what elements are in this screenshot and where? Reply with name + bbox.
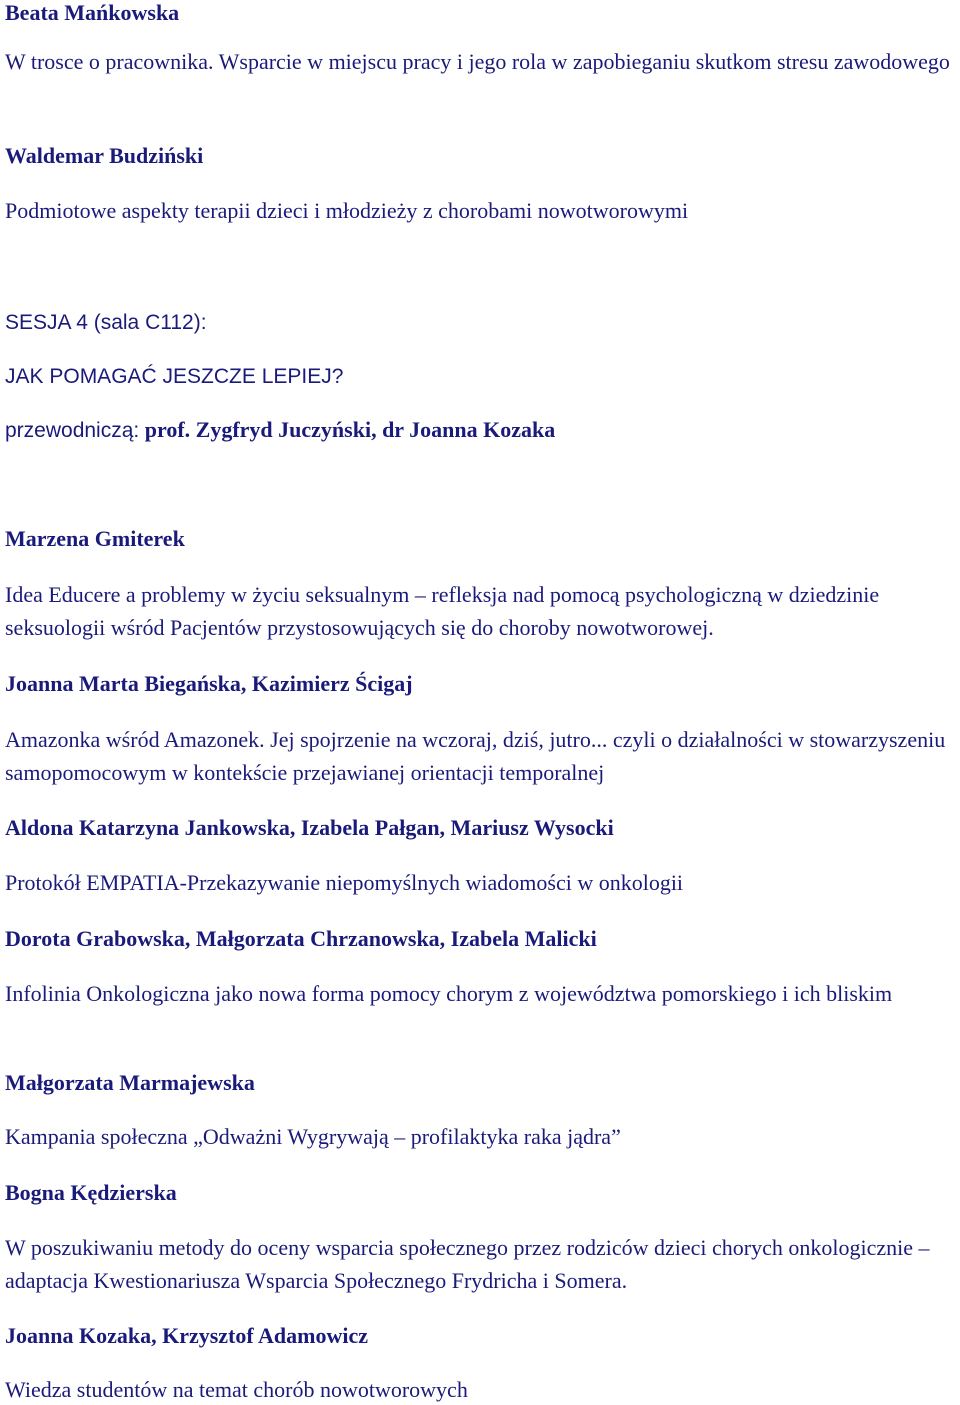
title-wiedza-studentow: Wiedza studentów na temat chorób nowotworowych [5, 1377, 468, 1402]
title-protokol-empatia: Protokół EMPATIA-Przekazywanie niepomyślnych wiadomości w onkologii [5, 870, 684, 895]
session-chairs [5, 419, 555, 441]
title-infolinia-onkologiczna: Infolinia Onkologiczna jako nowa forma pomocy chorym z województwa pomorskiego i ich bliskim [5, 981, 893, 1006]
author-beata-mankowska: Beata Mańkowska [5, 0, 180, 25]
author-joanna-marta-bieganska: Joanna Marta Biegańska, Kazimierz Ścigaj [5, 671, 413, 696]
title-idea-educere: Idea Educere a problemy w życiu seksualnym – refleksja nad pomocą psychologiczną w dziedzinie seksuologii wśród Pacjentów przystosowujących się do choroby nowotworowej. [5, 582, 880, 640]
author-bogna-kedzierska: Bogna Kędzierska [5, 1180, 177, 1205]
session-name: JAK POMAGAĆ JESZCZE LEPIEJ? [5, 365, 344, 388]
author-joanna-kozaka: Joanna Kozaka, Krzysztof Adamowicz [5, 1323, 368, 1348]
author-waldemar-budzinski: Waldemar Budziński [5, 143, 204, 168]
author-marzena-gmiterek: Marzena Gmiterek [5, 526, 185, 551]
title-kampania-spoleczna: Kampania społeczna „Odważni Wygrywają – profilaktyka raka jądra” [5, 1124, 621, 1149]
title-w-poszukiwaniu-metody: W poszukiwaniu metody do oceny wsparcia społecznego przez rodziców dzieci chorych onkologicznie – adaptacja Kwestionariusza Wsparcia Społecznego Frydricha i Somera. [5, 1235, 930, 1293]
author-malgorzata-marmajewska: Małgorzata Marmajewska [5, 1070, 255, 1095]
title-w-trosce-o-pracownika: W trosce o pracownika. Wsparcie w miejscu pracy i jego rola w zapobieganiu skutkom stresu zawodowego [5, 49, 950, 74]
session-label: SESJA 4 (sala C112): [5, 311, 207, 334]
title-amazonka: Amazonka wśród Amazonek. Jej spojrzenie na wczoraj, dziś, jutro... czyli o działalności w stowarzyszeniu samopomocowym w kontekście przejawianej orientacji temporalnej [5, 727, 946, 785]
chairs-names: prof. Zygfryd Juczyński, dr Joanna Kozaka [144, 417, 556, 442]
chairs-label: przewodniczą: [5, 419, 140, 442]
title-podmiotowe-aspekty: Podmiotowe aspekty terapii dzieci i młodzieży z chorobami nowotworowymi [5, 198, 689, 223]
author-dorota-grabowska: Dorota Grabowska, Małgorzata Chrzanowska, Izabela Malicki [5, 926, 597, 951]
author-aldona-jankowska: Aldona Katarzyna Jankowska, Izabela Pałgan, Mariusz Wysocki [5, 815, 614, 840]
